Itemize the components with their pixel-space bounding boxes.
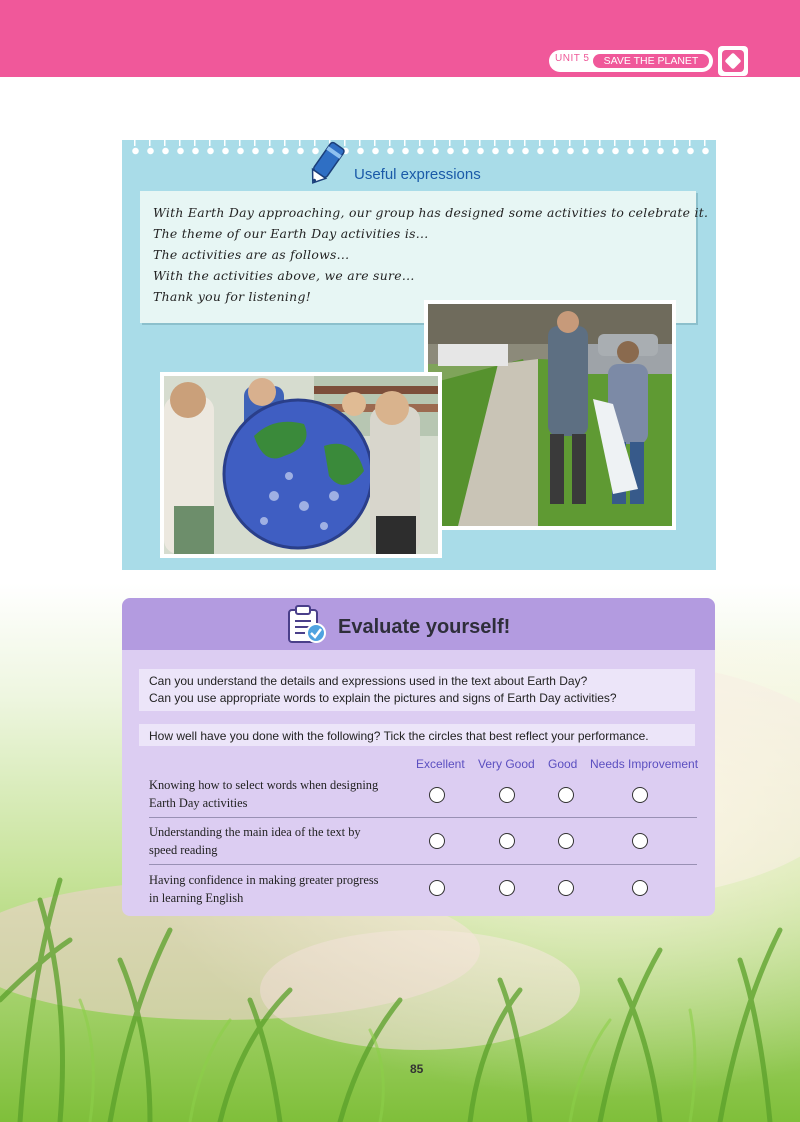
rating-radio-needs-improvement[interactable] — [632, 880, 648, 896]
rating-radio-good[interactable] — [558, 787, 574, 803]
rating-row-label: Knowing how to select words when designing Earth Day activities — [149, 778, 379, 810]
unit-title: SAVE THE PLANET — [593, 54, 709, 68]
column-header-very-good: Very Good — [478, 757, 535, 771]
pen-icon — [300, 140, 352, 188]
rating-radio-very-good[interactable] — [499, 880, 515, 896]
expression-line: Thank you for listening! — [153, 289, 311, 304]
rating-radio-needs-improvement[interactable] — [632, 787, 648, 803]
rating-radio-very-good[interactable] — [499, 833, 515, 849]
photo-recycled-globe — [160, 372, 442, 558]
rating-radio-needs-improvement[interactable] — [632, 833, 648, 849]
photo-roadside-cleanup — [424, 300, 676, 530]
expression-line: With Earth Day approaching, our group has designed some activities to celebrate it. — [153, 205, 709, 220]
rating-radio-very-good[interactable] — [499, 787, 515, 803]
unit-label: UNIT 5 — [555, 53, 590, 64]
rating-radio-good[interactable] — [558, 833, 574, 849]
column-header-good: Good — [548, 757, 578, 771]
rating-radio-excellent[interactable] — [429, 833, 445, 849]
column-header-needs-improvement: Needs Improvement — [590, 757, 699, 771]
rating-row-label: Understanding the main idea of the text by speed reading — [149, 825, 361, 857]
checklist-icon — [286, 604, 328, 644]
expression-line: With the activities above, we are sure... — [153, 268, 415, 283]
page-number: 85 — [410, 1062, 424, 1076]
rating-radio-excellent[interactable] — [429, 787, 445, 803]
rating-radio-excellent[interactable] — [429, 880, 445, 896]
row-divider — [149, 864, 697, 865]
rating-instruction: How well have you done with the following? Tick the circles that best reflect your performance. — [149, 729, 649, 743]
self-check-question: Can you understand the details and expressions used in the text about Earth Day? — [149, 674, 588, 688]
column-header-excellent: Excellent — [416, 757, 465, 771]
evaluate-title: Evaluate yourself! — [338, 616, 511, 638]
row-divider — [149, 817, 697, 818]
expression-line: The theme of our Earth Day activities is... — [153, 226, 429, 241]
notepad-holes — [128, 145, 710, 157]
rating-row-label: Having confidence in making greater progress in learning English — [149, 873, 379, 905]
self-check-question: Can you use appropriate words to explain the pictures and signs of Earth Day activities? — [149, 691, 617, 705]
unit-emblem-icon — [718, 46, 748, 76]
useful-expressions-title: Useful expressions — [354, 166, 481, 183]
rating-radio-good[interactable] — [558, 880, 574, 896]
expression-line: The activities are as follows... — [153, 247, 350, 262]
